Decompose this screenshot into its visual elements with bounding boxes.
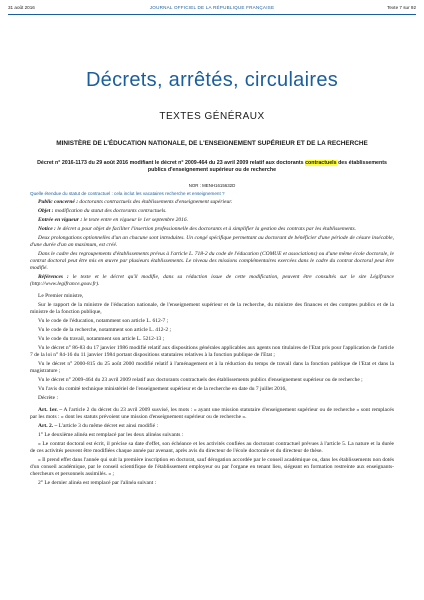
visa-2: Vu le code de la recherche, notamment son article L. 412-2 ;	[38, 327, 171, 333]
document-body	[30, 199, 394, 489]
visa-3: Vu le code du travail, notamment son article L. 5212-13 ;	[38, 336, 165, 342]
notice-paragraph-2: Deux prolongations optionnelles d'un an chacune sont introduites. Un congé spécifique permettant au doctorant de bénéficier d'une période de césure insécable, d'une durée d'un an maximum, est créé.	[30, 235, 394, 248]
annotation-question: Quelle étendue du statut de contractuel : cela inclut les vacataires recherche et enseignement ?	[30, 191, 225, 196]
notice-paragraph-3: Dans le cadre des regroupements d'établissements prévus à l'article L. 718-2 du code de l'éducation (COMUE et associations) ou d'une même école doctorale, le contrat doctoral peut être mis en œuvre par plusieurs établissements. Le niveau des missions complémentaires exercées dans le cadre du contrat doctoral peut être modifié.	[30, 251, 394, 271]
article-2-quote-2: « Il prend effet dans l'année qui suit la première inscription en doctorat, sauf dérogation accordée par le conseil académique ou, dans les établissements non dotés d'un conseil académique, par le conseil scientifique de l'établissement employeur ou par l'organe en tenant lieu, siégeant en formation restreinte aux enseignants-chercheurs et personnels assimilés. » ;	[30, 457, 394, 477]
publication-date: 31 août 2016	[8, 5, 35, 10]
notice-public: Public concerné : doctorants contractuels des établissements d'enseignement supérieur.	[38, 199, 233, 205]
ministry-heading: MINISTÈRE DE L'ÉDUCATION NATIONALE, DE L'ENSEIGNEMENT SUPÉRIEUR ET DE LA RECHERCHE	[56, 140, 368, 147]
article-1: Art. 1er. – A l'article 2 du décret du 23 avril 2009 susvisé, les mots : « ayant une mission statutaire d'enseignement supérieur ou de recherche » sont remplacés par les mots : « dont les statuts prévoient une mission d'enseignement supérieur ou de recherche ».	[30, 407, 395, 420]
visa-6: Vu le décret n° 2009-464 du 23 avril 2009 relatif aux doctorants contractuels des établissements publics d'enseignement supérieur ou de recherche ;	[38, 377, 363, 383]
article-2-item-1: 1° Le deuxième alinéa est remplacé par les deux alinéas suivants :	[38, 432, 184, 438]
notice-text: Notice : le décret a pour objet de faciliter l'insertion professionnelle des doctorants et à simplifier la gestion des contrats par les établissements.	[38, 226, 357, 232]
journal-name: JOURNAL OFFICIEL DE LA RÉPUBLIQUE FRANÇAISE	[149, 5, 275, 10]
rapport: Sur le rapport de la ministre de l'éducation nationale, de l'enseignement supérieur et de la recherche, du ministre des finances et des comptes publics et de la ministre de la fonction publique,	[30, 302, 394, 315]
notice-objet: Objet : modification du statut des doctorants contractuels.	[38, 208, 167, 214]
header-divider	[8, 14, 416, 15]
nor-reference: NOR : MENH1615632D	[188, 183, 236, 188]
decree-title-part-2: des établissements publics d'enseignement supérieur ou de recherche	[147, 160, 387, 173]
article-2: Art. 2. – L'article 3 du même décret est ainsi modifié :	[38, 423, 158, 429]
page-indicator: Texte 7 sur 92	[387, 5, 416, 10]
highlighted-term: contractuels	[305, 160, 337, 166]
premier-ministre: Le Premier ministre,	[38, 293, 84, 299]
visa-7: Vu l'avis du comité technique ministériel de l'enseignement supérieur et de la recherche en date du 7 juillet 2016,	[38, 386, 287, 392]
decree-title-part-1: Décret n° 2016-1173 du 29 août 2016 modifiant le décret n° 2009-464 du 23 avril 2009 relatif aux doctorants	[37, 160, 306, 166]
article-2-item-2: 2° Le dernier alinéa est remplacé par l'alinéa suivant :	[38, 480, 157, 486]
decrete: Décrète :	[38, 395, 58, 401]
article-2-quote-1: « Le contrat doctoral est écrit, il précise sa date d'effet, son échéance et les activités confiées au doctorant contractuel prévues à l'article 5. La nature et la durée de ces activités peuvent être modifiées chaque année par avenant, après avis du directeur de l'école doctorale et du directeur de thèse.	[30, 441, 394, 454]
visa-5: Vu le décret n° 2000-815 du 25 août 2000 modifié relatif à l'aménagement et à la réduction du temps de travail dans la fonction publique de l'Etat et dans la magistrature ;	[30, 361, 394, 374]
section-title: Décrets, arrêtés, circulaires	[85, 69, 339, 91]
notice-references: Références : le texte et le décret qu'il modifie, dans sa rédaction issue de cette modification, peuvent être consultés sur le site Légifrance (http://www.legifrance.gouv.fr).	[30, 274, 394, 287]
visa-4: Vu le décret n° 86-83 du 17 janvier 1986 modifié relatif aux dispositions générales applicables aux agents non titulaires de l'Etat pris pour l'application de l'article 7 de la loi n° 84-16 du 11 janvier 1984 portant dispositions statutaires relatives à la fonction publique de l'Etat ;	[30, 345, 394, 358]
subsection-title: TEXTES GÉNÉRAUX	[159, 111, 265, 122]
visa-1: Vu le code de l'éducation, notamment son article L. 612-7 ;	[38, 318, 169, 324]
decree-title	[30, 160, 394, 174]
notice-entree: Entrée en vigueur : le texte entre en vigueur le 1er septembre 2016.	[38, 217, 189, 223]
